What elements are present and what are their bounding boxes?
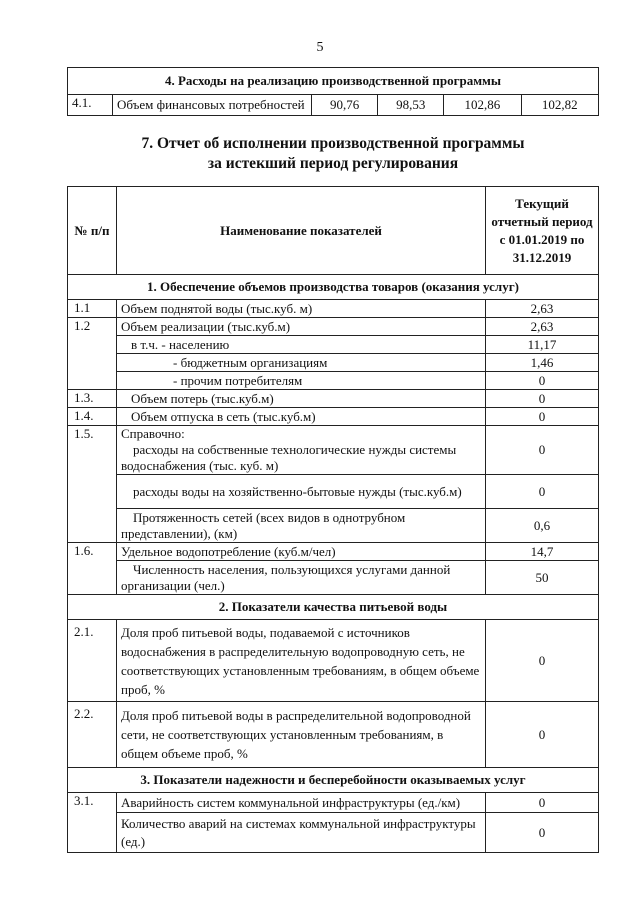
row-number: 1.3. <box>68 390 117 408</box>
row-number: 1.6. <box>68 543 117 595</box>
row-name <box>117 426 486 475</box>
section4-table <box>67 67 599 116</box>
row-name: Численность населения, пользующихся услугами данной организации (чел.) <box>117 561 486 595</box>
row-name: - прочим потребителям <box>117 372 486 390</box>
col-header-value: Текущий отчетный период с 01.01.2019 по 31.12.2019 <box>486 187 599 275</box>
row-value: 0 <box>486 702 599 768</box>
value-3: 102,86 <box>444 95 521 116</box>
row-name: Объем финансовых потребностей <box>113 95 312 116</box>
row-name: Количество аварий на системах коммунальной инфраструктуры (ед.) <box>117 813 486 853</box>
row-value: 2,63 <box>486 318 599 336</box>
row-value: 2,63 <box>486 300 599 318</box>
row-number: 3.1. <box>68 793 117 853</box>
row-name: Объем потерь (тыс.куб.м) <box>117 390 486 408</box>
col-header-name: Наименование показателей <box>117 187 486 275</box>
row-value: 0 <box>486 426 599 475</box>
row-value: 1,46 <box>486 354 599 372</box>
value-4: 102,82 <box>521 95 598 116</box>
row-value: 0 <box>486 793 599 813</box>
row-value: 0 <box>486 372 599 390</box>
row-name: Удельное водопотребление (куб.м/чел) <box>117 543 486 561</box>
row-number: 1.2 <box>68 318 117 390</box>
row-value: 0 <box>486 620 599 702</box>
row-value: 0 <box>486 390 599 408</box>
row-name: Протяженность сетей (всех видов в однотрубном представлении), (км) <box>117 509 486 543</box>
row-number: 4.1. <box>68 95 113 116</box>
value-2: 98,53 <box>378 95 444 116</box>
value-1: 90,76 <box>312 95 378 116</box>
section2-title: 2. Показатели качества питьевой воды <box>68 595 599 620</box>
col-header-number: № п/п <box>68 187 117 275</box>
row-number: 1.1 <box>68 300 117 318</box>
heading-line1: 7. Отчет об исполнении производственной программы <box>141 135 525 152</box>
row-value: 0 <box>486 408 599 426</box>
row-value: 14,7 <box>486 543 599 561</box>
row-value: 0 <box>486 813 599 853</box>
report-table <box>67 186 599 853</box>
page-number: 5 <box>316 40 324 55</box>
row-name: Аварийность систем коммунальной инфраструктуры (ед./км) <box>117 793 486 813</box>
row-name: Доля проб питьевой воды в распределительной водопроводной сети, не соответствующих установленным требованиям, в общем объеме проб, % <box>117 702 486 768</box>
row-name: расходы воды на хозяйственно-бытовые нужды (тыс.куб.м) <box>117 475 486 509</box>
row-value: 0 <box>486 475 599 509</box>
row-number: 2.2. <box>68 702 117 768</box>
row-number: 1.4. <box>68 408 117 426</box>
row-name: Объем отпуска в сеть (тыс.куб.м) <box>117 408 486 426</box>
row-value: 0,6 <box>486 509 599 543</box>
row-name: в т.ч. - населению <box>117 336 486 354</box>
heading-line2: за истекший период регулирования <box>207 155 459 172</box>
row-name: Доля проб питьевой воды, подаваемой с источников водоснабжения в распределительную водопроводную сеть, не соответствующих установленным требованиям, в общем объеме проб, % <box>117 620 486 702</box>
row-value: 11,17 <box>486 336 599 354</box>
row-name: - бюджетным организациям <box>117 354 486 372</box>
row-name-text: расходы на собственные технологические нужды системы водоснабжения (тыс. куб. м) <box>121 442 457 473</box>
section4-title: 4. Расходы на реализацию производственной программы <box>68 68 599 95</box>
row-number: 1.5. <box>68 426 117 543</box>
report-heading <box>67 134 599 174</box>
row-name: Объем поднятой воды (тыс.куб. м) <box>117 300 486 318</box>
row-value: 50 <box>486 561 599 595</box>
row-number: 2.1. <box>68 620 117 702</box>
section3-title: 3. Показатели надежности и бесперебойности оказываемых услуг <box>68 768 599 793</box>
reference-label: Справочно: <box>121 426 185 441</box>
row-name: Объем реализации (тыс.куб.м) <box>117 318 486 336</box>
section1-title: 1. Обеспечение объемов производства товаров (оказания услуг) <box>68 275 599 300</box>
